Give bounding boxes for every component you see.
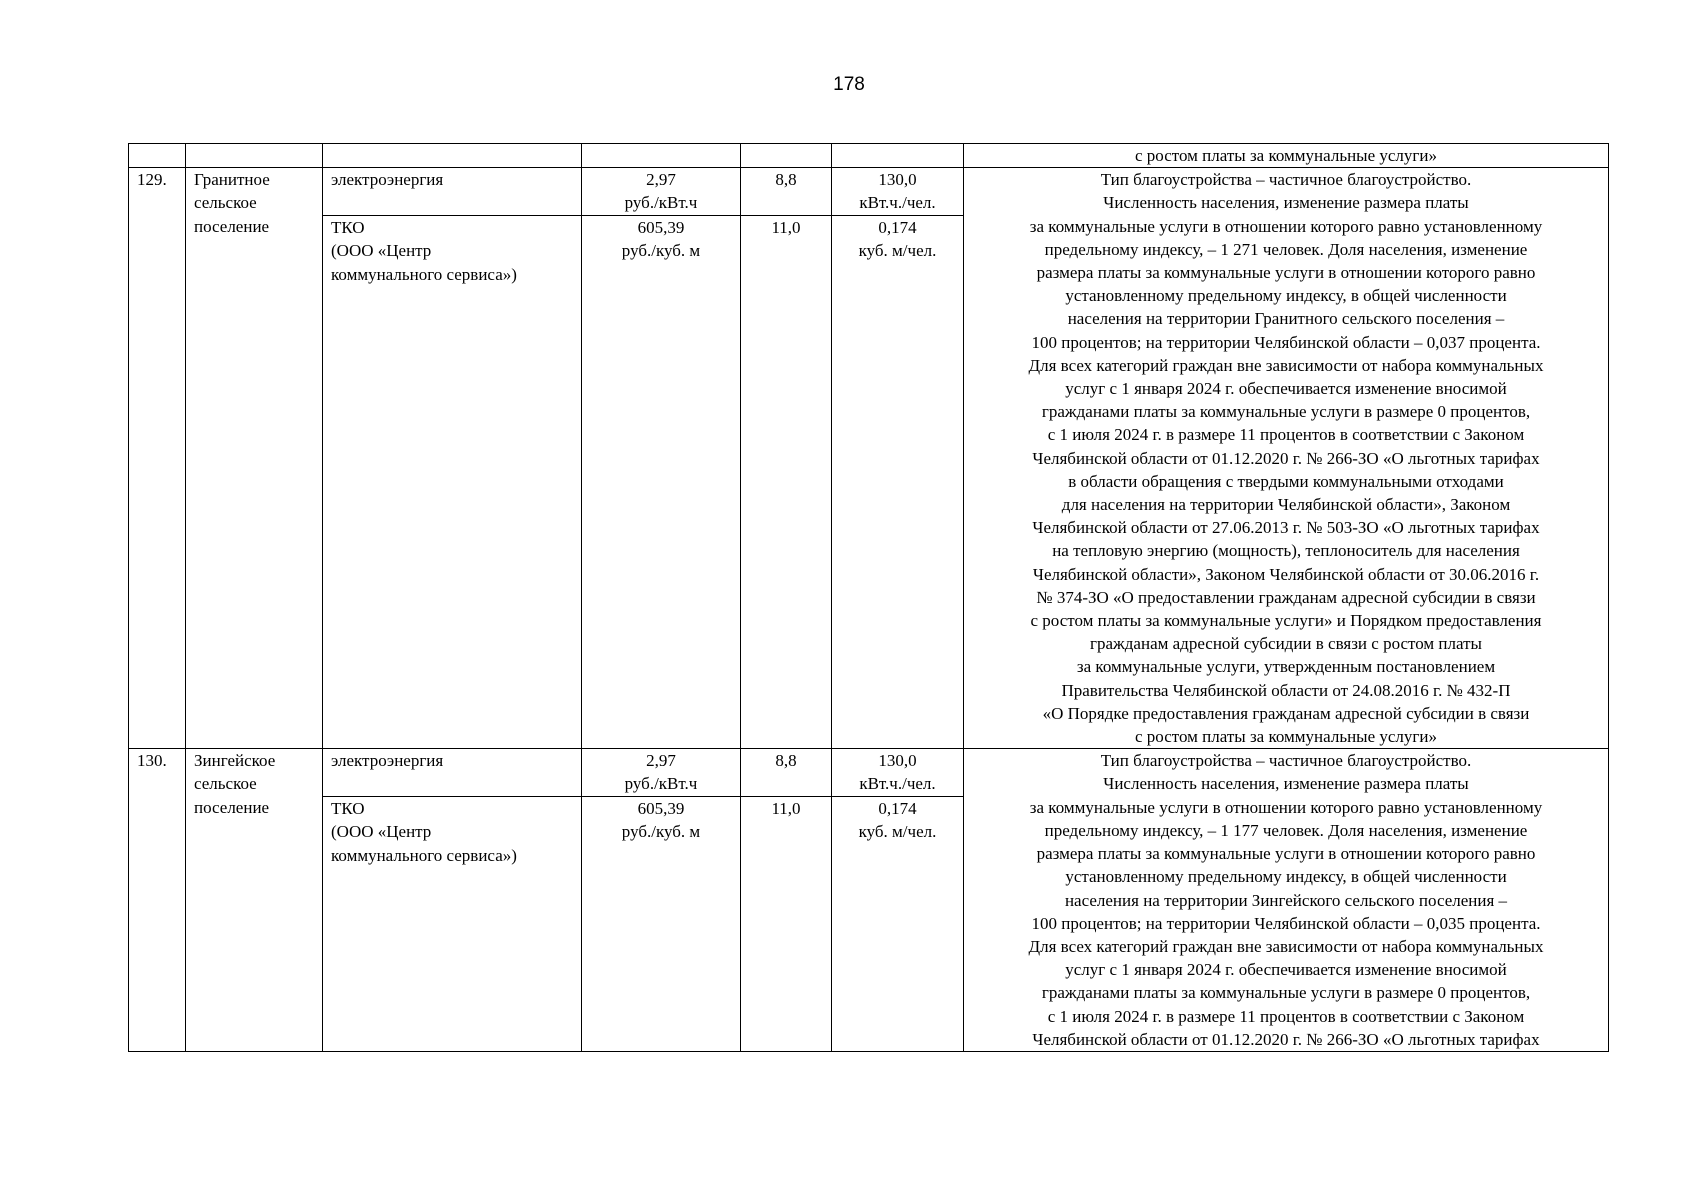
description: Тип благоустройства – частичное благоустройство. Численность населения, изменение размера платы за коммунальные услуги в отношении которого равно установленному предельному индексу, – 1 177 человек. Доля населения, изменение размера платы за коммунальные услуги в отношении которого равно установленному предельному индексу, в общей численности населения на территории Зингейского сельского поселения – 100 процентов; на территории Челябинской области – 0,035 процента. Для всех категорий граждан вне зависимости от набора коммунальных услуг с 1 января 2024 г. обеспечивается изменение вносимой гражданами платы за коммунальные услуги в размере 0 процентов, с 1 июля 2024 г. в размере 11 процентов в соответствии с Законом Челябинской области от 01.12.2020 г. № 266-ЗО «О льготных тарифах [964,749,1609,1052]
service-tariff: 605,39 руб./куб. м [582,216,741,749]
service-rate: 8,8 [741,168,832,216]
row-number: 129. [129,168,186,749]
settlement-name: Зингейское сельское поселение [186,749,323,1052]
description: Тип благоустройства – частичное благоустройство. Численность населения, изменение размера платы за коммунальные услуги в отношении которого равно установленному предельному индексу, – 1 271 человек. Доля населения, изменение размера платы за коммунальные услуги в отношении которого равно установленному предельному индексу, в общей численности населения на территории Гранитного сельского поселения – 100 процентов; на территории Челябинской области – 0,037 процента. Для всех категорий граждан вне зависимости от набора коммунальных услуг с 1 января 2024 г. обеспечивается изменение вносимой гражданами платы за коммунальные услуги в размере 0 процентов, с 1 июля 2024 г. в размере 11 процентов в соответствии с Законом Челябинской области от 01.12.2020 г. № 266-ЗО «О льготных тарифах в области обращения с твердыми коммунальными отходами для населения на территории Челябинской области», Законом Челябинской области от 27.06.2013 г. № 503-ЗО «О льготных тарифах на тепловую энергию (мощность), теплоноситель для населения Челябинской области», Законом Челябинской области от 30.06.2016 г. № 374-ЗО «О предоставлении гражданам адресной субсидии в связи с ростом платы за коммунальные услуги» и Порядком предоставления гражданам адресной субсидии в связи с ростом платы за коммунальные услуги, утвержденным постановлением Правительства Челябинской области от 24.08.2016 г. № 432-П «О Порядке предоставления гражданам адресной субсидии в связи с ростом платы за коммунальные услуги» [964,168,1609,749]
table-row [129,168,1609,216]
settlement-name: Гранитное сельское поселение [186,168,323,749]
tariff-table [128,143,1609,1052]
service-norm: 130,0 кВт.ч./чел. [832,749,964,797]
continuation-text: с ростом платы за коммунальные услуги» [964,144,1609,168]
table-row [129,749,1609,797]
service-norm: 0,174 куб. м/чел. [832,216,964,749]
service-tariff: 2,97 руб./кВт.ч [582,168,741,216]
service-name: ТКО (ООО «Центр коммунального сервиса») [323,797,582,1052]
service-name: электроэнергия [323,168,582,216]
service-norm: 130,0 кВт.ч./чел. [832,168,964,216]
service-name: ТКО (ООО «Центр коммунального сервиса») [323,216,582,749]
service-norm: 0,174 куб. м/чел. [832,797,964,1052]
row-number: 130. [129,749,186,1052]
page-number: 178 [833,74,865,95]
service-rate: 8,8 [741,749,832,797]
service-rate: 11,0 [741,216,832,749]
service-tariff: 605,39 руб./куб. м [582,797,741,1052]
service-tariff: 2,97 руб./кВт.ч [582,749,741,797]
continuation-row [129,144,1609,168]
service-name: электроэнергия [323,749,582,797]
service-rate: 11,0 [741,797,832,1052]
